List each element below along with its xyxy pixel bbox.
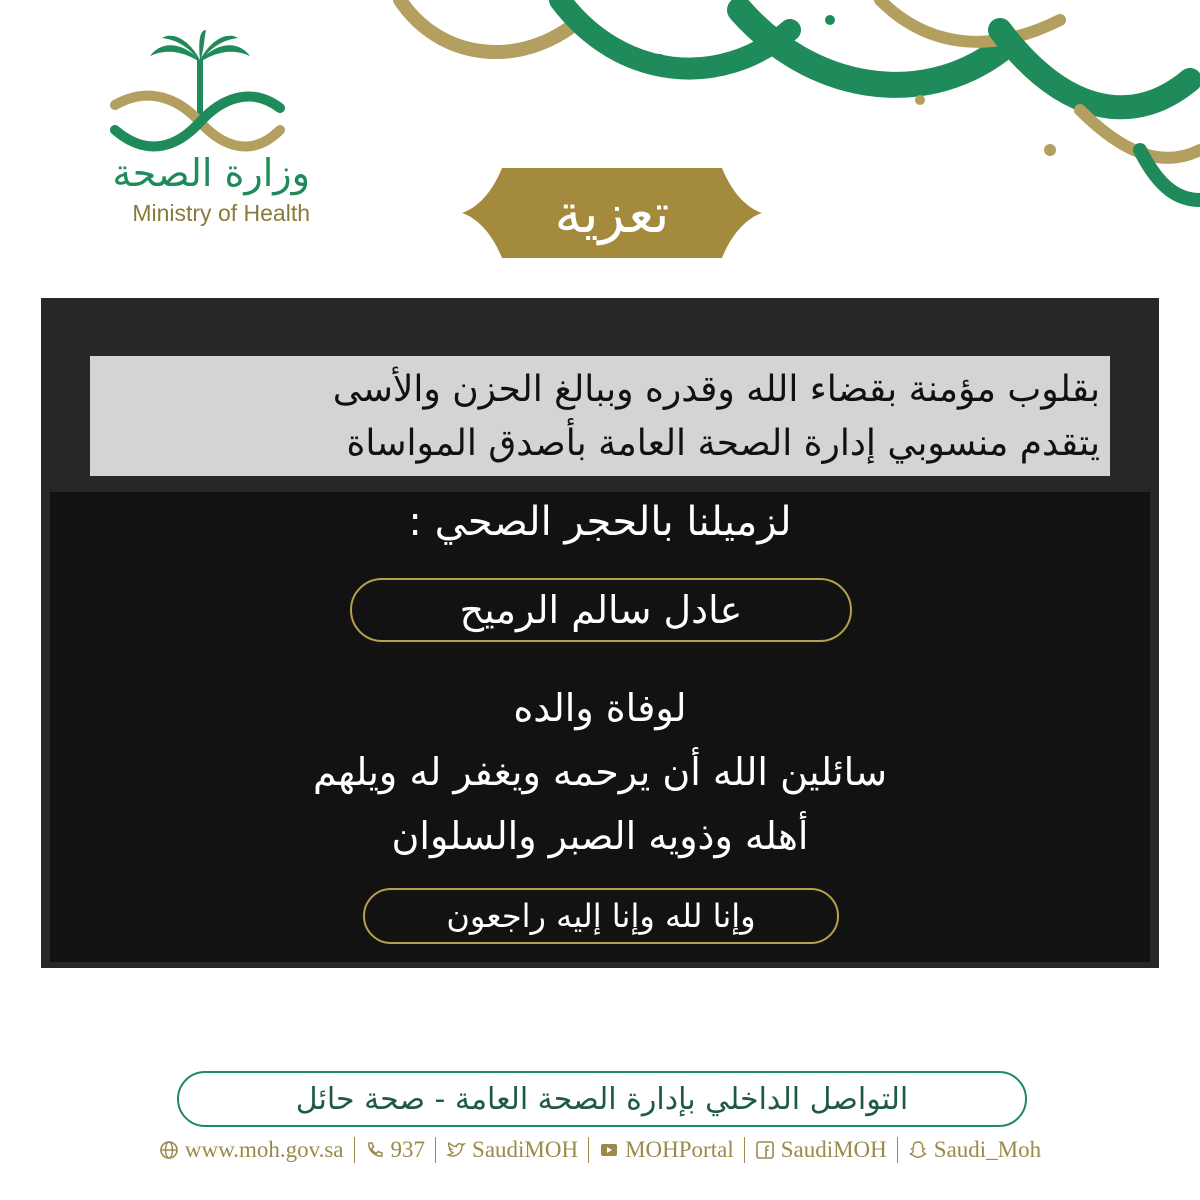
- prayer-line-1: سائلين الله أن يرحمه ويغفر له ويلهم: [312, 750, 888, 794]
- twitter-text: SaudiMOH: [472, 1137, 579, 1162]
- footer-links: [130, 1132, 1070, 1168]
- logo-english-text: Ministry of Health: [132, 200, 310, 226]
- snapchat-text: Saudi_Moh: [933, 1137, 1042, 1162]
- website-text: www.moh.gov.sa: [184, 1137, 344, 1162]
- colleague-line: لزميلنا بالحجر الصحي :: [408, 499, 792, 545]
- facebook-icon: [755, 1140, 775, 1160]
- snapchat-link[interactable]: [908, 1137, 1041, 1163]
- divider: [354, 1137, 355, 1163]
- divider: [744, 1137, 745, 1163]
- colleague-name: عادل سالم الرميح: [459, 588, 743, 632]
- twitter-icon: [446, 1140, 466, 1160]
- divider: [897, 1137, 898, 1163]
- phone-link[interactable]: [365, 1137, 426, 1163]
- intro-line-1: بقلوب مؤمنة بقضاء الله وقدره وببالغ الحزن والأسى: [332, 369, 1100, 410]
- youtube-icon: [599, 1140, 619, 1160]
- department-text: التواصل الداخلي بإدارة الصحة العامة - صحة حائل: [295, 1081, 909, 1117]
- death-line: لوفاة والده: [513, 686, 687, 730]
- youtube-link[interactable]: [599, 1137, 734, 1163]
- youtube-text: MOHPortal: [625, 1137, 734, 1162]
- palm-tree-icon: [150, 30, 250, 122]
- snapchat-icon: [908, 1140, 928, 1160]
- banner-title: تعزية: [554, 181, 670, 245]
- closing-pill: [363, 888, 839, 944]
- globe-icon: [159, 1140, 179, 1160]
- logo-arabic-text: وزارة الصحة: [112, 151, 310, 195]
- website-link[interactable]: [159, 1137, 344, 1163]
- intro-line-2: يتقدم منسوبي إدارة الصحة العامة بأصدق المواساة: [346, 423, 1100, 464]
- divider: [435, 1137, 436, 1163]
- phone-icon: [365, 1140, 385, 1160]
- facebook-text: SaudiMOH: [780, 1137, 887, 1162]
- twitter-link[interactable]: [446, 1137, 578, 1163]
- department-pill: [177, 1071, 1027, 1127]
- closing-text: وإنا لله وإنا إليه راجعون: [446, 897, 756, 935]
- divider: [588, 1137, 589, 1163]
- phone-text: 937: [390, 1137, 426, 1162]
- prayer-line-2: أهله وذويه الصبر والسلوان: [391, 814, 809, 858]
- name-pill: [350, 578, 852, 642]
- facebook-link[interactable]: [755, 1137, 887, 1163]
